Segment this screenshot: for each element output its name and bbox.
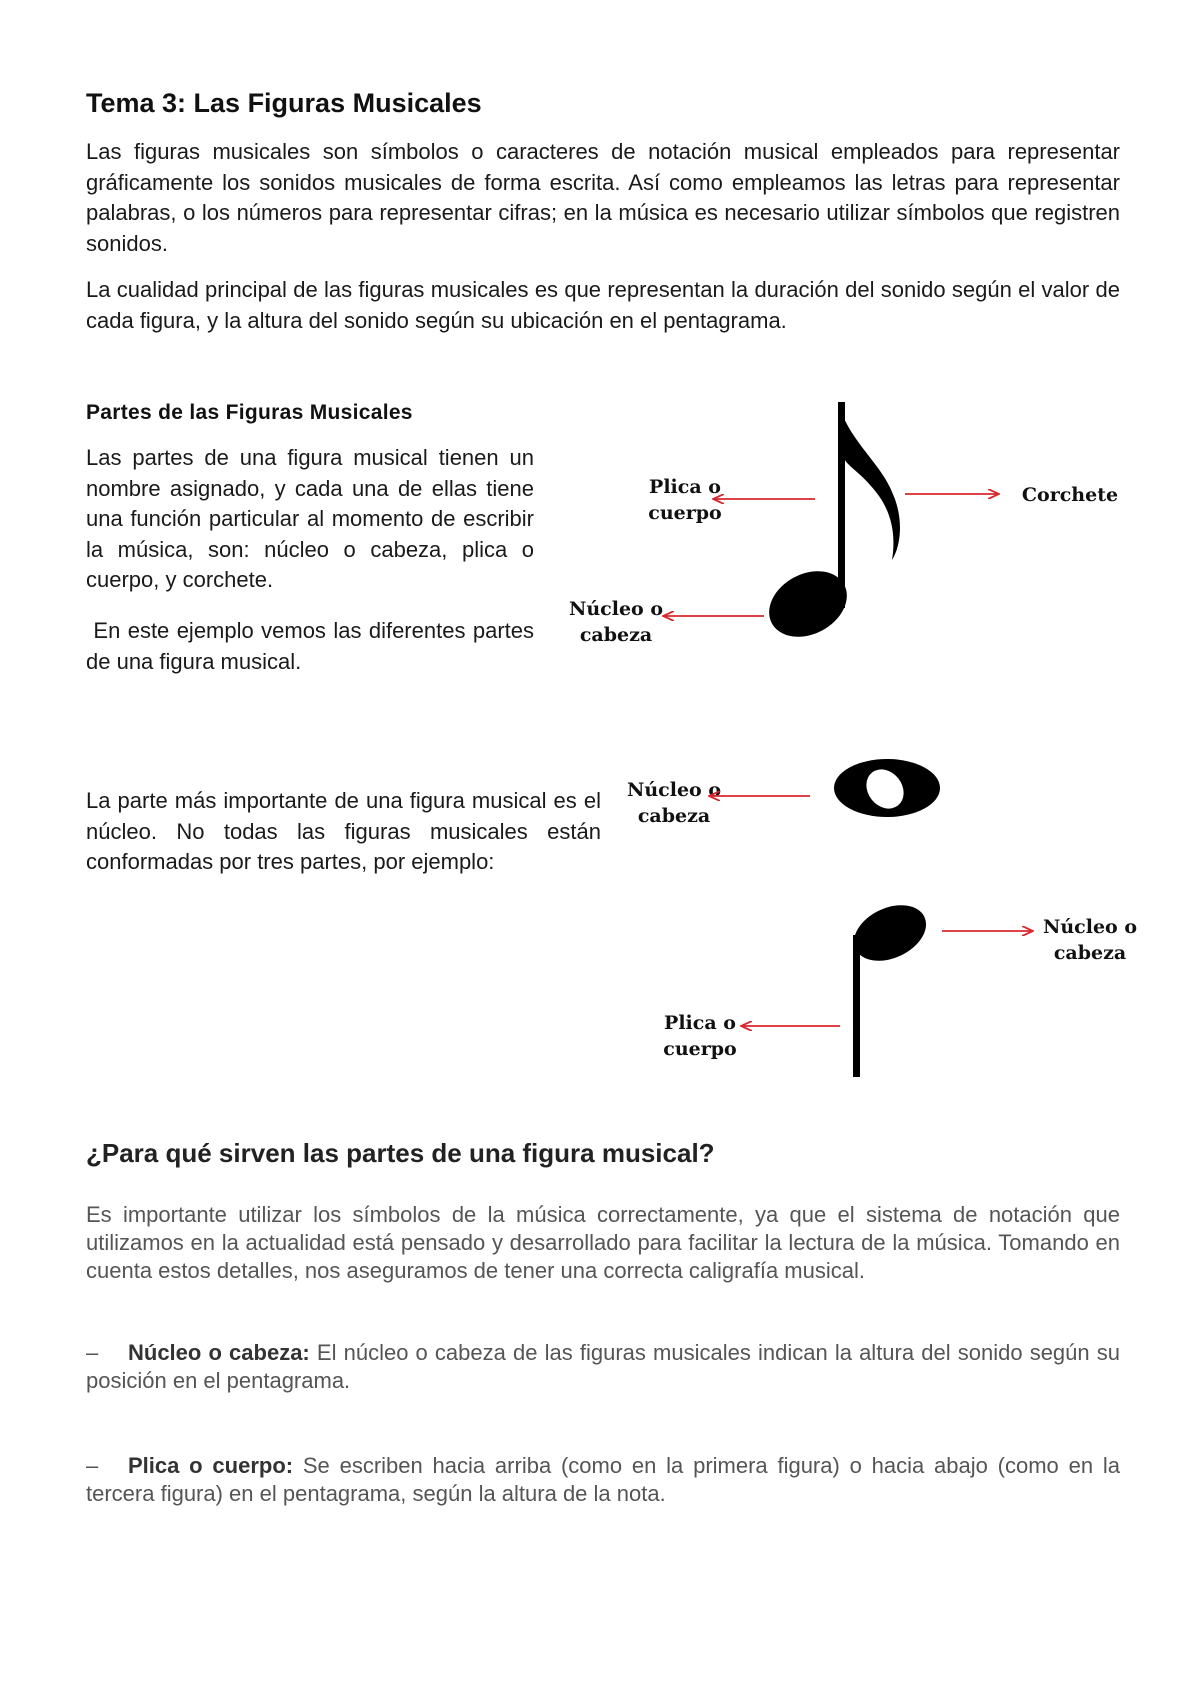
- nucleo-paragraph: La parte más importante de una figura musical es el núcleo. No todas las figuras musicales están conformadas por tres partes, por ejemplo:: [86, 788, 601, 874]
- whole-note-icon: [834, 759, 940, 817]
- fig1-corchete-label: Corchete: [1021, 484, 1119, 506]
- bullet-plica: [86, 1452, 1120, 1508]
- intro-paragraph-2: La cualidad principal de las figuras musicales es que representan la duración del sonido según el valor de cada figura, y la altura del sonido según su ubicación en el pentagrama.: [86, 277, 1120, 333]
- section-subtitle: Partes de las Figuras Musicales: [86, 401, 413, 424]
- partes-paragraph-2: En este ejemplo vemos las diferentes partes de una figura musical.: [86, 618, 541, 674]
- bullet-dash: –: [86, 1453, 99, 1478]
- bullet-text: Se escriben hacia arriba (como en la primera figura) o hacia abajo (como en la tercera figura) en el pentagrama, según la altura de la nota.: [86, 1453, 1120, 1506]
- fig2-nucleo-label: Núcleo o cabeza: [626, 779, 722, 827]
- bullet-term: Plica o cuerpo:: [128, 1453, 294, 1478]
- quarter-note-icon: [845, 894, 935, 1077]
- intro-paragraph-1: Las figuras musicales son símbolos o caracteres de notación musical empleados para representar gráficamente los sonidos musicales de forma escrita. Así como empleamos las letras para representar palabras, o los números para representar cifras; en la música es necesario utilizar símbolos que registren sonidos.: [86, 139, 1120, 256]
- fig3-nucleo-label: Núcleo o cabeza: [1042, 916, 1138, 964]
- fig1-plica-label: Plica o cuerpo: [648, 476, 722, 524]
- sirven-paragraph: Es importante utilizar los símbolos de la música correctamente, ya que el sistema de notación que utilizamos en la actualidad está pensado y desarrollado para facilitar la lectura de la música. Tomando en cuenta estos detalles, nos aseguramos de tener una correcta caligrafía musical.: [86, 1202, 1120, 1283]
- eighth-note-icon: [758, 402, 900, 650]
- section-heading: ¿Para qué sirven las partes de una figura musical?: [86, 1138, 715, 1168]
- page-title: Tema 3: Las Figuras Musicales: [86, 88, 482, 118]
- bullet-dash: –: [86, 1340, 99, 1365]
- fig3-plica-label: Plica o cuerpo: [663, 1012, 737, 1060]
- partes-paragraph-1: Las partes de una figura musical tienen un nombre asignado, y cada una de ellas tiene una función particular al momento de escribir la música, son: núcleo o cabeza, plica o cuerpo, y corchete.: [86, 445, 534, 592]
- fig1-nucleo-label: Núcleo o cabeza: [568, 598, 664, 646]
- bullet-nucleo: [86, 1339, 1120, 1395]
- bullet-term: Núcleo o cabeza:: [128, 1340, 310, 1365]
- bullet-text: El núcleo o cabeza de las figuras musicales indican la altura del sonido según su posición en el pentagrama.: [86, 1340, 1121, 1393]
